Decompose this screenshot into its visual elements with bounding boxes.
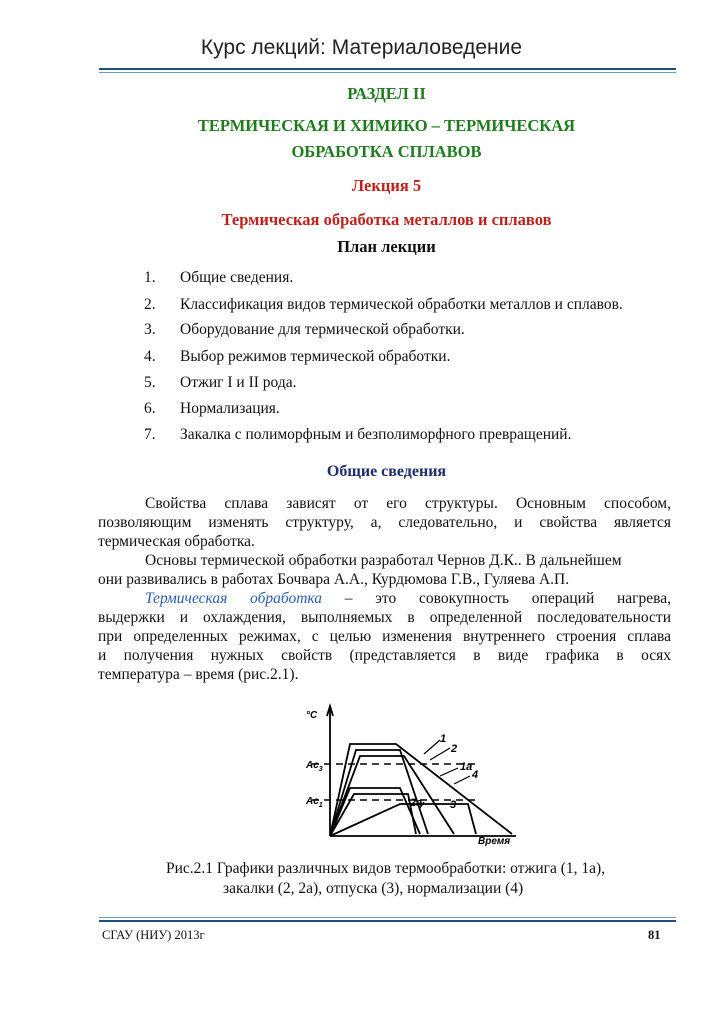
section-label: РАЗДЕЛ II (347, 84, 426, 103)
list-item: 4. Выбор режимов термической обработки. (144, 348, 451, 365)
curve-4 (330, 756, 457, 836)
paragraph-1: Свойства сплава зависят от его структуры. Основным способом, позволяющим изменять структуру, а, следовательно, и свойства является термическая обработка. Основы термической обработки разработал Чернов Д.К.. В дальнейшем они развивались в работах Бочвара А.А., Курдюмова Г.В., Гуляева А.П. Термическая обработка – это совокупность операций нагрева, выдержки и охлаждения, выполняемых в определенной последовательности при определенных режимах, с целью изменения внутреннего строения сплава и получения нужных свойств (представляется в виде графика в осях температура – время (рис.2.1). (98, 495, 672, 683)
footer-institution: СГАУ (НИУ) 2013г (102, 928, 205, 942)
figure-caption-line2: закалки (2, 2а), отпуска (3), нормализации (4) (223, 880, 524, 897)
x-axis-label: Время (478, 836, 511, 847)
curve-label: 1 (440, 733, 447, 745)
ac1-label: $Ac_1$ (306, 796, 323, 809)
y-unit-label: °C (306, 710, 318, 721)
list-item: 7. Закалка с полиморфным и безполиморфного превращений. (144, 426, 572, 443)
lecture-number: Лекция 5 (351, 176, 422, 195)
header-rule-thin (99, 72, 676, 73)
footer-rule-thin (99, 917, 676, 918)
list-item: 6. Нормализация. (144, 400, 280, 417)
curve-label: 3 (450, 799, 457, 811)
term-highlight: Термическая обработка (145, 590, 323, 607)
general-heading: Общие сведения (326, 463, 447, 480)
curve-label: 1а (460, 761, 473, 773)
page-number: 81 (648, 928, 661, 942)
heat-treatment-graph (300, 696, 530, 856)
leader-1 (424, 740, 440, 754)
list-item: 3. Оборудование для термической обработки. (144, 321, 465, 338)
header-rule (99, 68, 676, 70)
running-header: Курс лекций: Материаловедение (200, 36, 523, 59)
lecture-title: Термическая обработка металлов и сплавов (221, 210, 552, 229)
curve-label: 2 (451, 743, 458, 755)
plan-heading: План лекции (337, 237, 436, 256)
section-title-line2: ОБРАБОТКА СПЛАВОВ (291, 142, 482, 161)
curve-1 (330, 744, 512, 836)
list-item: 2. Классификация видов термической обработки металлов и сплавов. (144, 296, 623, 313)
ac3-label: $Ac_3$ (306, 760, 323, 773)
curve-label: 4 (472, 769, 479, 781)
list-item: 5. Отжиг I и II рода. (144, 374, 297, 391)
leader-4 (454, 776, 470, 784)
figure-caption-line1: Рис.2.1 Графики различных видов термообработки: отжига (1, 1а), (166, 860, 606, 877)
section-title-line1: ТЕРМИЧЕСКАЯ И ХИМИКО – ТЕРМИЧЕСКАЯ (197, 116, 576, 135)
leader-2 (430, 748, 450, 760)
leader-1a (440, 768, 458, 776)
footer-rule (99, 920, 676, 922)
curve-label: 2а (410, 797, 423, 809)
list-item: 1. Общие сведения. (144, 269, 294, 286)
